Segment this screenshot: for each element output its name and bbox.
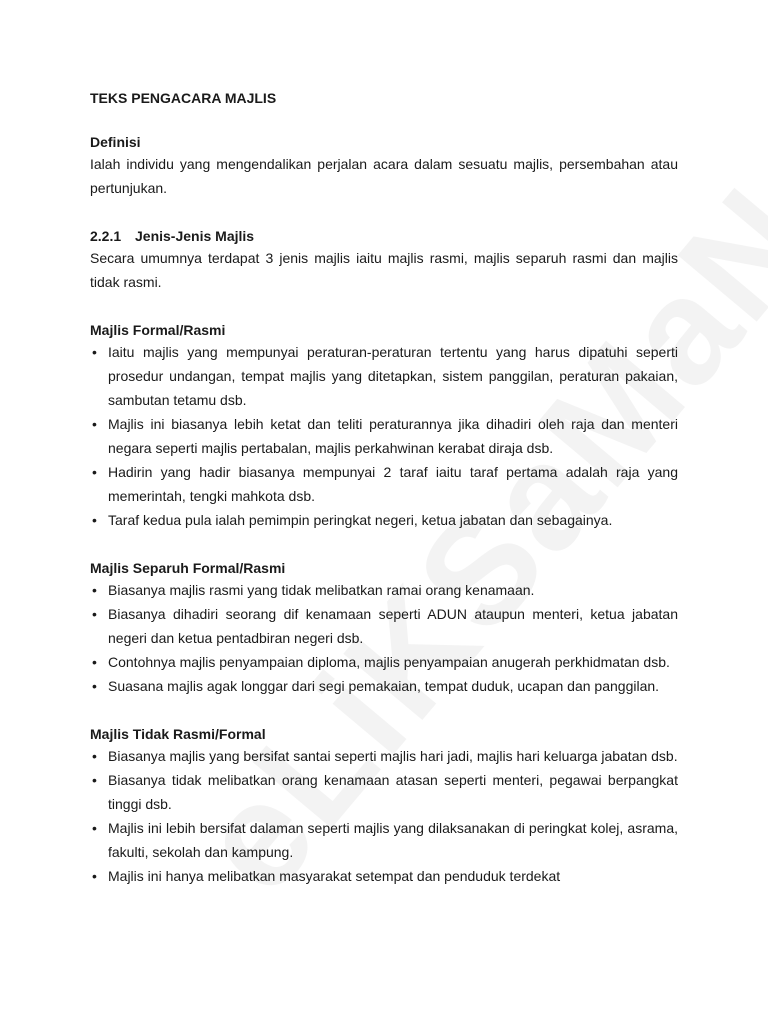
list-item: • Taraf kedua pula ialah pemimpin peringkat negeri, ketua jabatan dan sebagainya. (90, 508, 678, 532)
bullet-icon: • (92, 820, 97, 836)
bullet-icon: • (92, 606, 97, 622)
list-item: • Majlis ini hanya melibatkan masyarakat setempat dan penduduk terdekat (90, 864, 678, 888)
list-item: • Biasanya dihadiri seorang dif kenamaan seperti ADUN ataupun menteri, ketua jabatan negeri dan ketua pentadbiran negeri dsb. (90, 602, 678, 650)
section-majlis-tidak-rasmi (90, 724, 678, 888)
formal-heading: Majlis Formal/Rasmi (90, 322, 226, 338)
bullet-icon: • (92, 868, 97, 884)
list-item: • Suasana majlis agak longgar dari segi pemakaian, tempat duduk, ucapan dan panggilan. (90, 674, 678, 698)
tidak-list (90, 744, 678, 888)
jenis-heading-label: Jenis-Jenis Majlis (135, 228, 255, 244)
list-item: • Majlis ini biasanya lebih ketat dan teliti peraturannya jika dihadiri oleh raja dan menteri negara seperti majlis pertabalan, majlis perkahwinan kerabat diraja dsb. (90, 412, 678, 460)
separuh-list (90, 578, 678, 698)
section-definisi (90, 132, 678, 200)
bullet-icon: • (92, 512, 97, 528)
section-majlis-formal (90, 320, 678, 532)
list-item: • Hadirin yang hadir biasanya mempunyai 2 taraf iaitu taraf pertama adalah raja yang memerintah, tengki mahkota dsb. (90, 460, 678, 508)
list-item: • Biasanya majlis yang bersifat santai seperti majlis hari jadi, majlis hari keluarga jabatan dsb. (90, 744, 678, 768)
list-item: • Contohnya majlis penyampaian diploma, majlis penyampaian anugerah perkhidmatan dsb. (90, 650, 678, 674)
jenis-section-number: 2.2.1 (90, 228, 122, 244)
bullet-icon: • (92, 748, 97, 764)
document-page (90, 88, 678, 888)
bullet-icon: • (92, 344, 97, 360)
definisi-heading: Definisi (90, 134, 141, 150)
separuh-heading: Majlis Separuh Formal/Rasmi (90, 560, 286, 576)
list-item: • Biasanya tidak melibatkan orang kenamaan atasan seperti menteri, pegawai berpangkat tinggi dsb. (90, 768, 678, 816)
document-title: TEKS PENGACARA MAJLIS (90, 90, 277, 106)
bullet-icon: • (92, 654, 97, 670)
tidak-heading: Majlis Tidak Rasmi/Formal (90, 726, 266, 742)
bullet-icon: • (92, 678, 97, 694)
list-item: • Iaitu majlis yang mempunyai peraturan-peraturan tertentu yang harus dipatuhi seperti prosedur undangan, tempat majlis yang ditetapkan, sistem panggilan, peraturan pakaian, sambutan tetamu dsb. (90, 340, 678, 412)
bullet-icon: • (92, 464, 97, 480)
section-jenis-majlis (90, 226, 678, 294)
list-item: • Biasanya majlis rasmi yang tidak melibatkan ramai orang kenamaan. (90, 578, 678, 602)
jenis-heading (90, 226, 678, 246)
list-item: • Majlis ini lebih bersifat dalaman seperti majlis yang dilaksanakan di peringkat kolej, asrama, fakulti, sekolah dan kampung. (90, 816, 678, 864)
definisi-text: Ialah individu yang mengendalikan perjalan acara dalam sesuatu majlis, persembahan atau pertunjukan. (90, 156, 678, 196)
bullet-icon: • (92, 416, 97, 432)
jenis-text: Secara umumnya terdapat 3 jenis majlis iaitu majlis rasmi, majlis separuh rasmi dan majlis tidak rasmi. (90, 250, 678, 290)
formal-list (90, 340, 678, 532)
section-majlis-separuh-formal (90, 558, 678, 698)
bullet-icon: • (92, 582, 97, 598)
bullet-icon: • (92, 772, 97, 788)
